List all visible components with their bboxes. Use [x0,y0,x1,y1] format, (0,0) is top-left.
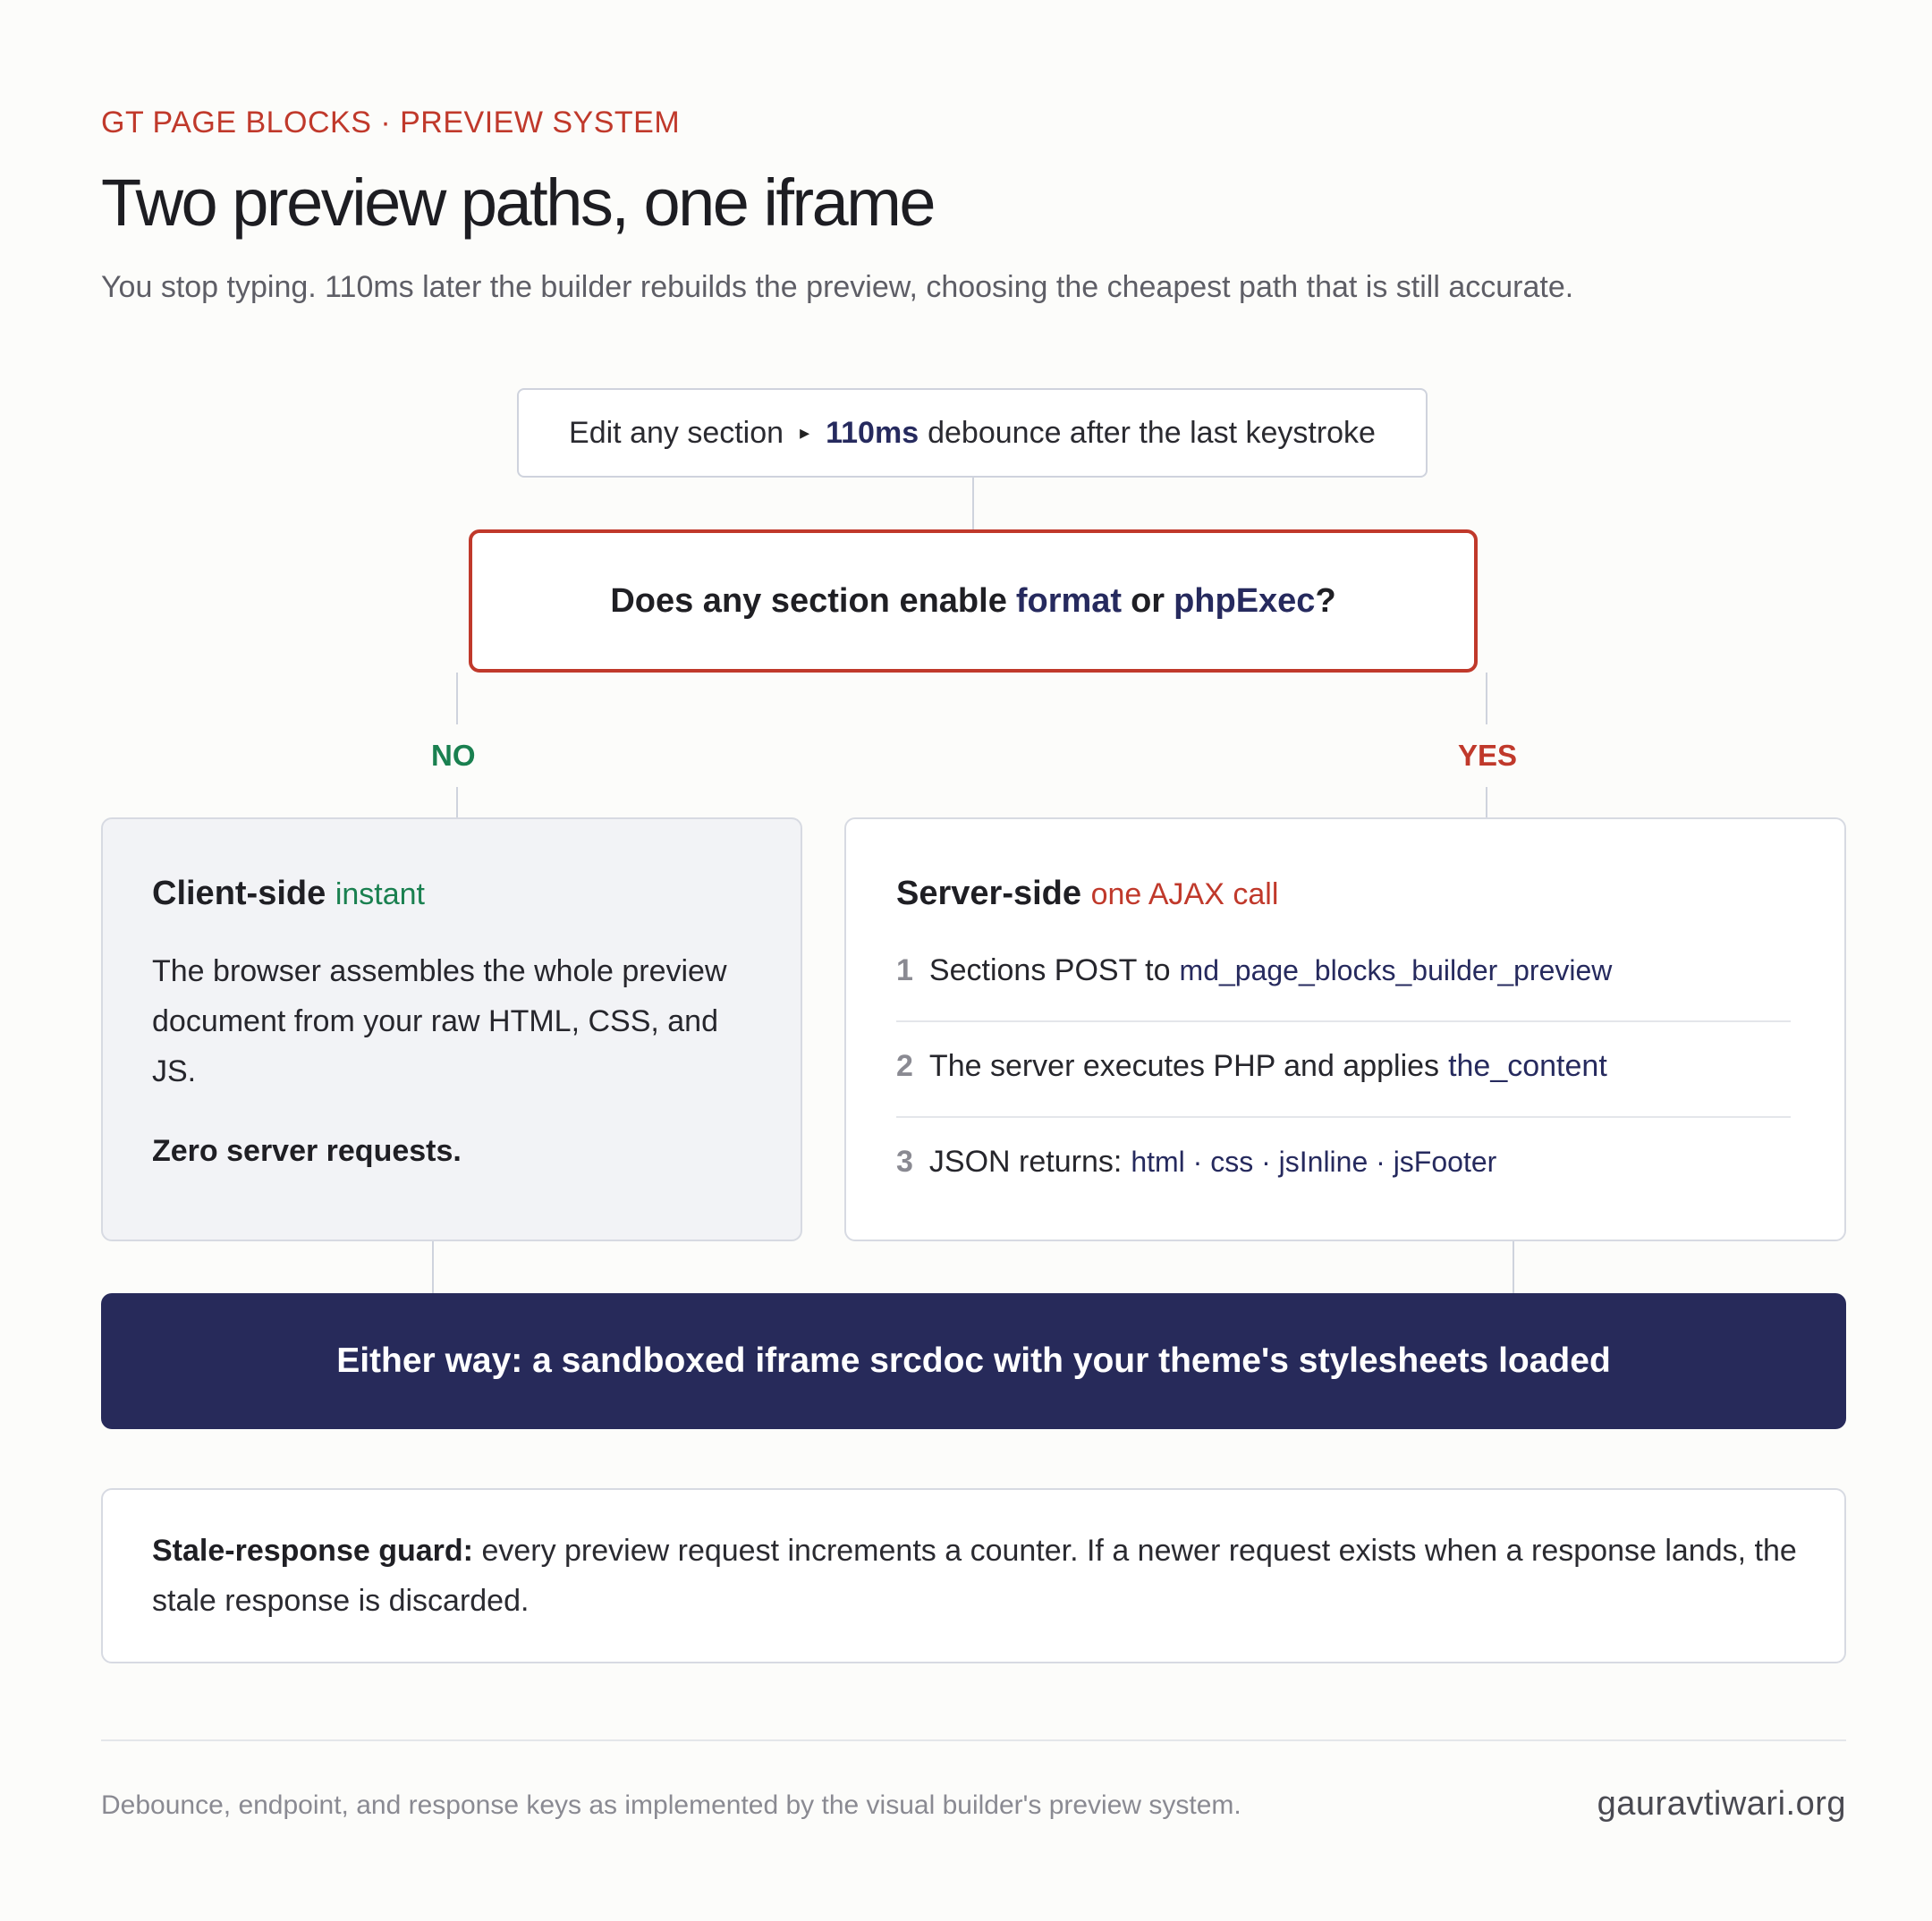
decision-node [469,529,1478,673]
trigger-rest: debounce after the last keystroke [928,415,1376,450]
branch-label-no: NO [431,739,476,772]
server-step [896,1049,1791,1084]
question-option-format: format [1015,581,1123,620]
branch-label-yes: YES [1458,739,1518,772]
step-number: 3 [896,1145,913,1179]
question-prefix: Does any section enable [610,581,1007,620]
client-card-title [152,875,425,913]
caret-right-icon: ▸ [800,421,810,444]
connector-client-banner [432,1241,434,1293]
step-divider [896,1116,1791,1118]
server-tag: one AJAX call [1090,877,1279,911]
connector-yes-bottom [1486,787,1487,817]
server-card-title [896,875,1278,913]
page-title: Two preview paths, one iframe [101,165,935,240]
connector-no-top [456,673,458,724]
trigger-node [517,388,1428,478]
step-divider [896,1020,1791,1022]
site-name: gauravtiwari.org [1597,1785,1846,1823]
result-banner [101,1293,1846,1429]
kicker: GT PAGE BLOCKS · PREVIEW SYSTEM [101,106,681,140]
trigger-delay: 110ms [826,415,919,450]
client-title: Client-side [152,875,326,912]
client-zero-requests: Zero server requests. [152,1134,462,1168]
step-code: md_page_blocks_builder_preview [1179,954,1613,986]
server-step [896,953,1791,988]
page-subtitle: You stop typing. 110ms later the builder rebuilds the preview, choosing the cheapest path that is still accurate. [101,270,1574,304]
stale-guard-text [152,1526,1798,1626]
step-code: the_content [1448,1049,1607,1083]
question-or: or [1131,581,1165,620]
connector-yes-top [1486,673,1487,724]
footer-divider [101,1739,1846,1741]
step-code: html · css · jsInline · jsFooter [1131,1146,1497,1178]
banner-text: Either way: a sandboxed iframe srcdoc with your theme's stylesheets loaded [336,1341,1611,1380]
guard-description: every preview request increments a counter. If a newer request exists when a response lands, the stale response is discarded. [152,1534,1797,1618]
step-text: JSON returns: [928,1145,1123,1179]
client-tag: instant [335,877,425,911]
step-number: 2 [896,1049,913,1083]
question-suffix: ? [1315,581,1336,620]
connector-server-banner [1513,1241,1514,1293]
question-option-phpexec: phpExec [1174,581,1316,620]
step-text: Sections POST to [928,953,1171,987]
step-text: The server executes PHP and applies [928,1049,1440,1083]
footnote: Debounce, endpoint, and response keys as implemented by the visual builder's preview system. [101,1790,1241,1820]
server-title: Server-side [896,875,1082,912]
connector-no-bottom [456,787,458,817]
guard-label: Stale-response guard: [152,1534,473,1568]
client-description: The browser assembles the whole preview document from your raw HTML, CSS, and JS. [152,954,727,1088]
step-number: 1 [896,953,913,987]
connector-trigger-question [972,478,974,529]
trigger-edit-label: Edit any section [569,415,784,450]
server-step [896,1145,1791,1180]
